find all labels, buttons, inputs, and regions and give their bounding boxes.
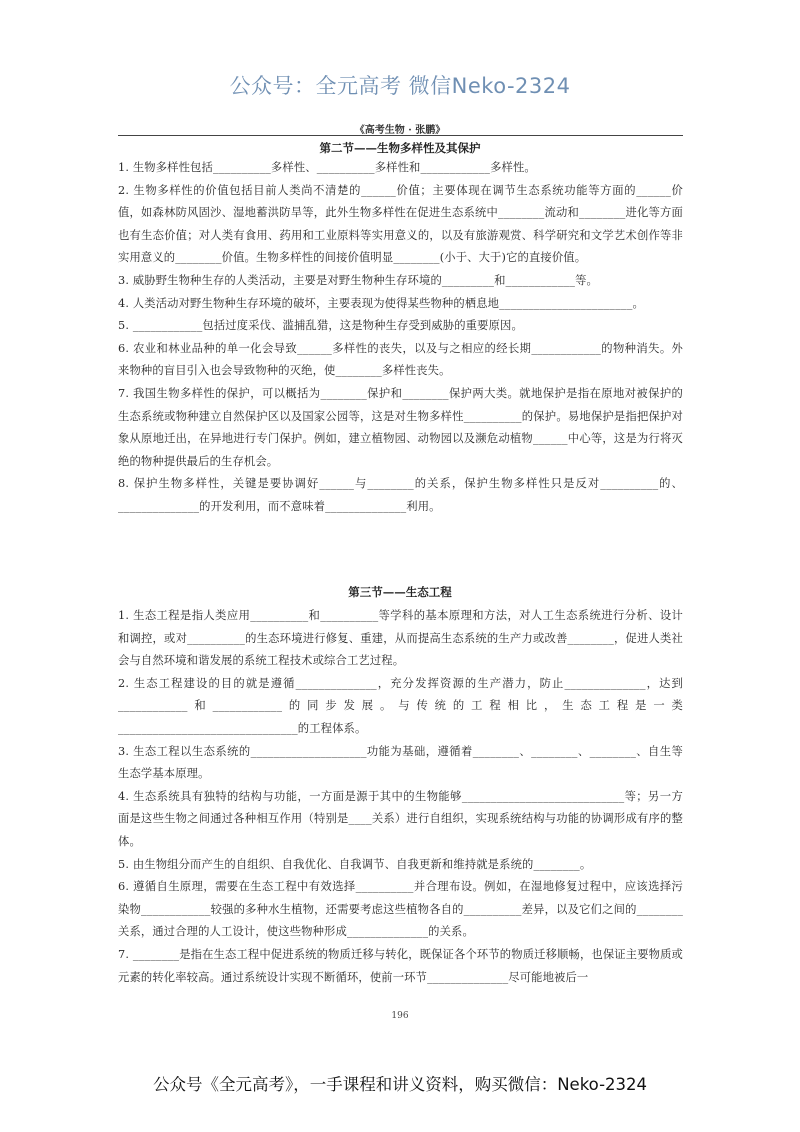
section2-item-4: 4. 人类活动对野生物种生存环境的破坏，主要表现为使得某些物种的栖息地_______________________。 (118, 296, 644, 310)
section3-item-6: 6. 遵循自生原理，需要在生态工程中有效选择__________并合理布设。例如，在湿地修复过程中，应该选择污染物____________较强的多种水生植物，还需要考虑这些植物各自的__________差异，以及它们之间的________关系，通过合理的人工设计，使这些物种形成______________的关系。 (118, 880, 683, 939)
section3-item-4: 4. 生态系统具有独特的结构与功能，一方面是源于其中的生物能够____________________________等；另一方面是这些生物之间通过各种相互作用（特别是____关系）进行自组织，实现系统结构与功能的协调形成有序的整体。 (118, 789, 683, 848)
section2-item-6: 6. 农业和林业品种的单一化会导致______多样性的丧失，以及与之相应的经长期____________的物种消失。外来物种的盲目引入也会导致物种的灭绝，使________多样性丧失。 (118, 341, 683, 378)
section2-item-1: 1. 生物多样性包括__________多样性、__________多样性和____________多样性。 (118, 161, 536, 174)
section3-item-7: 7. ________是指在生态工程中促进系统的物质迁移与转化，既保证各个环节的物质迁移顺畅，也保证主要物质或元素的转化率较高。通过系统设计实现不断循环，使前一环节______________尽可能地被后一 (118, 947, 683, 984)
section2-item-2: 2. 生物多样性的价值包括目前人类尚不清楚的______价值；主要体现在调节生态系统功能等方面的______价值，如森林防风固沙、湿地蓄洪防旱等，此外生物多样性在促进生态系统中________流动和________进化等方面也有生态价值；对人类有食用、药用和工业原料等实用意义的，以及有旅游观赏、科学研究和文学艺术创作等非实用意义的________价值。生物多样性的间接价值明显________(小于、大于)它的直接价值。 (118, 183, 683, 265)
footer-banner: 公众号《全元高考》，一手课程和讲义资料，购买微信：Neko-2324 (152, 1075, 648, 1094)
section2-item-3: 3. 威胁野生物种生存的人类活动，主要是对野生物种生存环境的_________和____________等。 (118, 273, 598, 287)
section3-item-3: 3. 生态工程以生态系统的____________________功能为基础，遵循着________、________、________、自生等生态学基本原理。 (118, 744, 683, 781)
section2-item-5: 5. ____________包括过度采伐、滥捕乱猎，这是物种生存受到威胁的重要原因。 (118, 319, 523, 333)
section2-item-7: 7. 我国生物多样性的保护，可以概括为________保护和________保护两大类。就地保护是指在原地对被保护的生态系统或物种建立自然保护区以及国家公园等，这是对生物多样性__________的保护。易地保护是指把保护对象从原地迁出，在异地进行专门保护。例如，建立植物园、动物园以及濒危动植物______中心等，这是为行将灭绝的物种提供最后的生存机会。 (118, 386, 683, 468)
book-title: 《高考生物 · 张鹏》 (354, 125, 446, 136)
watermark-header: 公众号：全元高考 微信Neko-2324 (229, 74, 571, 98)
section3-item-5: 5. 由生物组分而产生的自组织、自我优化、自我调节、自我更新和维持就是系统的________。 (118, 857, 592, 871)
section3-item-1: 1. 生态工程是指人类应用__________和__________等学科的基本原理和方法，对人工生态系统进行分析、设计和调控，或对__________的生态环境进行修复、重建，从而提高生态系统的生产力或改善________，促进人类社会与自然环境和谐发展的系统工程技术或综合工艺过程。 (118, 609, 683, 668)
page-number: 196 (391, 1011, 409, 1021)
header-rule (118, 135, 683, 136)
section3-heading: 第三节——生态工程 (348, 585, 452, 599)
section3-body (118, 605, 683, 989)
section2-heading: 第二节——生物多样性及其保护 (319, 141, 481, 155)
section3-item-2: 2. 生态工程建设的目的就是遵循______________，充分发挥资源的生产潜力，防止______________，达到____________和____________的同步发展。与传统的工程相比，生态工程是一类_______________________________的工程体系。 (118, 676, 683, 735)
section2-item-8: 8. 保护生物多样性，关键是要协调好______与________的关系，保护生物多样性只是反对__________的、______________的开发利用，而不意味着______________利用。 (118, 477, 683, 513)
section2-body (118, 157, 683, 519)
